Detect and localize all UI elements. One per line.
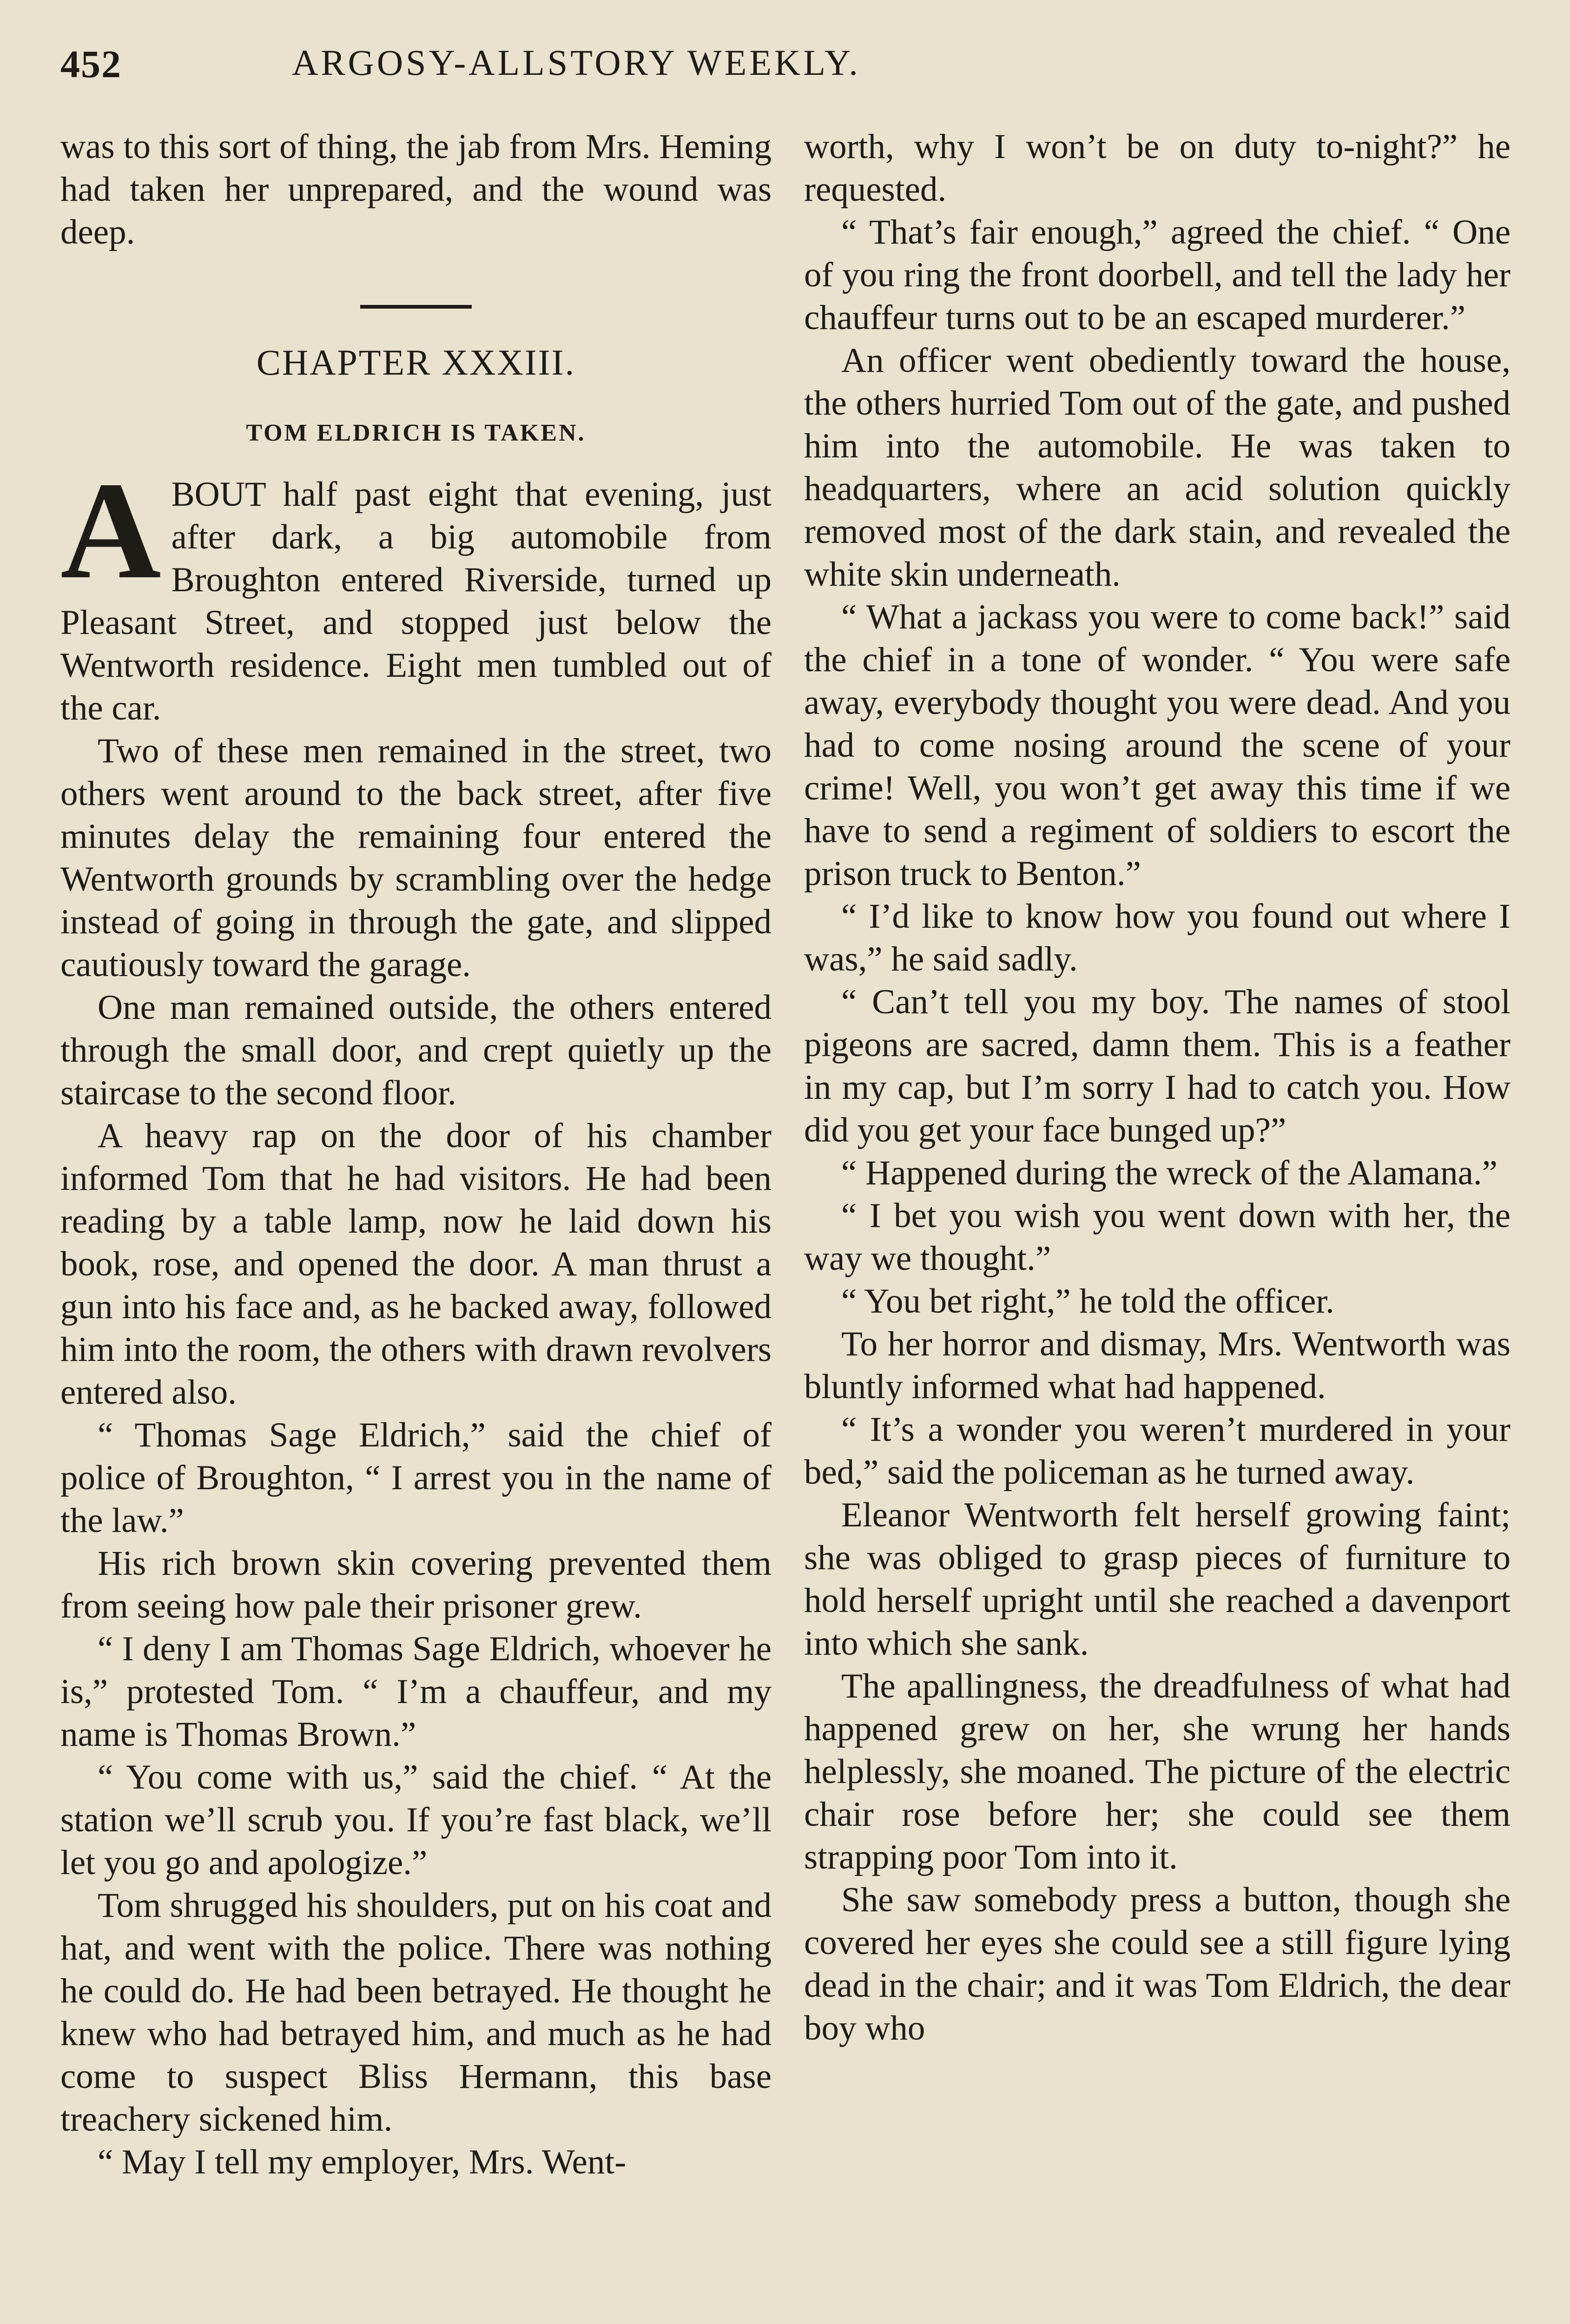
paragraph: An officer went obediently toward the house, the others hurried Tom out of the gate, and pushed him into the automobile. He was taken to headquarters, where an acid solution quickly removed most of the dark stain, and revealed the white skin underneath. [804, 341, 1511, 594]
running-head: ARGOSY-ALLSTORY WEEKLY. [292, 42, 861, 83]
continued-paragraph: worth, why I won’t be on duty to-night?” he requested. [804, 127, 1511, 209]
paragraph: “ That’s fair enough,” agreed the chief. “ One of you ring the front doorbell, and tell the lady her chauffeur turns out to be an escaped murderer.” [804, 213, 1511, 337]
paragraph: “ Happened during the wreck of the Alamana.” [841, 1154, 1497, 1192]
section-divider [360, 305, 472, 309]
paragraph: The apallingness, the dreadfulness of what had happened grew on her, she wrung her hands helplessly, she moaned. The picture of the electric chair rose before her; she could see them strapping poor Tom into it. [804, 1667, 1511, 1876]
paragraph: One man remained outside, the others entered through the small door, and crept quietly up the staircase to the second floor. [60, 988, 772, 1112]
paragraph: To her horror and dismay, Mrs. Wentworth was bluntly informed what had happened. [804, 1325, 1511, 1406]
paragraph: “ You bet right,” he told the officer. [841, 1282, 1334, 1320]
paragraph: Tom shrugged his shoulders, put on his coat and hat, and went with the police. There was nothing he could do. He had been betrayed. He thought he knew who had betrayed him, and much as he had come to suspect Bliss Hermann, this base treachery sickened him. [60, 1886, 772, 2139]
left-column [60, 125, 772, 2184]
paragraph: “ May I tell my employer, Mrs. Went- [98, 2143, 627, 2181]
continued-paragraph: was to this sort of thing, the jab from Mrs. Heming had taken her unprepared, and the wound was deep. [60, 127, 772, 251]
paragraph: “ Thomas Sage Eldrich,” said the chief of police of Broughton, “ I arrest you in the name of the law.” [60, 1416, 772, 1540]
paragraph: A heavy rap on the door of his chamber informed Tom that he had visitors. He had been reading by a table lamp, now he laid down his book, rose, and opened the door. A man thrust a gun into his face and, as he backed away, followed him into the room, the others with drawn revolvers entered also. [60, 1116, 772, 1412]
chapter-subtitle: TOM ELDRICH IS TAKEN. [246, 420, 586, 446]
first-paragraph [60, 453, 772, 730]
paragraph: She saw somebody press a button, though she covered her eyes she could see a still figure lying dead in the chair; and it was Tom Eldrich, the dear boy who [804, 1881, 1511, 2047]
drop-cap: A [60, 453, 161, 607]
paragraph: His rich brown skin covering prevented them from seeing how pale their prisoner grew. [60, 1544, 772, 1625]
paragraph: “ I deny I am Thomas Sage Eldrich, whoever he is,” protested Tom. “ I’m a chauffeur, and my name is Thomas Brown.” [60, 1630, 772, 1754]
right-column [804, 125, 1511, 2050]
paragraph: “ It’s a wonder you weren’t murdered in your bed,” said the policeman as he turned away. [804, 1410, 1511, 1492]
paragraph: “ What a jackass you were to come back!” said the chief in a tone of wonder. “ You were safe away, everybody thought you were dead. And you had to come nosing around the scene of your crime! Well, you won’t get away this time if we have to send a regiment of soldiers to escort the prison truck to Benton.” [804, 598, 1511, 893]
page-header [60, 42, 1092, 98]
page-number: 452 [60, 43, 122, 86]
paragraph: “ You come with us,” said the chief. “ At the station we’ll scrub you. If you’re fast black, we’ll let you go and apologize.” [60, 1758, 772, 1882]
chapter-title: CHAPTER XXXIII. [256, 342, 576, 383]
paragraph: Eleanor Wentworth felt herself growing faint; she was obliged to grasp pieces of furniture to hold herself upright until she reached a davenport into which she sank. [804, 1496, 1511, 1663]
paragraph: “ Can’t tell you my boy. The names of stool pigeons are sacred, damn them. This is a feather in my cap, but I’m sorry I had to catch you. How did you get your face bunged up?” [804, 983, 1511, 1149]
paragraph: “ I’d like to know how you found out where I was,” he said sadly. [804, 897, 1511, 978]
first-paragraph-text: BOUT half past eight that evening, just after dark, a big automobile from Broughton entered Riverside, turned up Pleasant Street, and stopped just below the Wentworth residence. Eight men tumbled out of the car. [60, 475, 772, 727]
paragraph: Two of these men remained in the street, two others went around to the back street, after five minutes delay the remaining four entered the Wentworth grounds by scrambling over the hedge instead of going in through the gate, and slipped cautiously toward the garage. [60, 732, 772, 984]
paragraph: “ I bet you wish you went down with her, the way we thought.” [804, 1196, 1511, 1278]
